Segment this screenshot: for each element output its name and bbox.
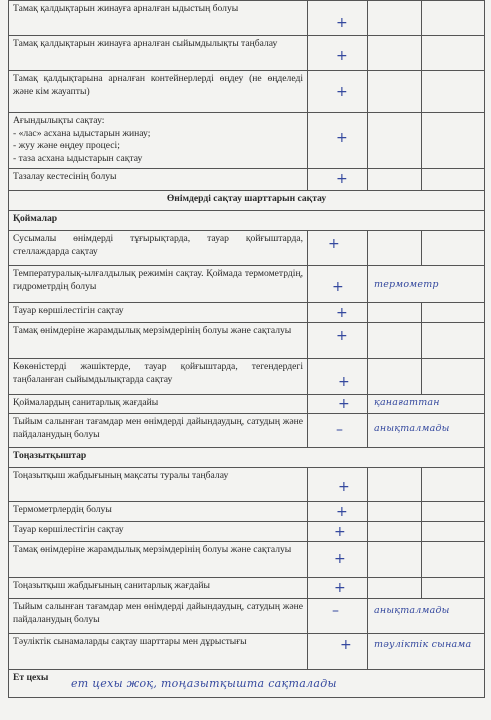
note-cell	[368, 414, 485, 448]
criterion-text: Тамақ өнімдеріне жарамдылық мерзімдерінің болуы және сақталуы	[9, 542, 308, 578]
check-mark: +	[336, 504, 348, 520]
empty-cell	[422, 522, 485, 542]
criterion-line: - «лас» асхана ыдыстарын жинау;	[13, 127, 151, 139]
note-cell	[368, 395, 485, 414]
table-row	[9, 395, 485, 414]
mark-cell	[308, 414, 368, 448]
empty-cell	[422, 502, 485, 522]
final-handwritten-note: ет цехы жоқ, тоңазытқышта сақталады	[71, 677, 337, 690]
mark-cell	[308, 634, 368, 670]
criterion-line: - жуу және өңдеу процесі;	[13, 140, 120, 151]
mark-cell	[308, 468, 368, 502]
check-mark: +	[328, 236, 340, 252]
table-row	[9, 231, 485, 266]
empty-cell	[368, 113, 422, 169]
handwritten-note: анықталмады	[374, 423, 450, 434]
table-row	[9, 522, 485, 542]
mark-cell	[308, 359, 368, 395]
mark-cell	[308, 599, 368, 634]
empty-cell	[422, 71, 485, 113]
empty-cell	[368, 169, 422, 191]
mark-cell	[308, 169, 368, 191]
dash-mark: –	[332, 603, 339, 619]
criterion-text: Тамақ қалдықтарын жинауға арналған ыдыстың болуы	[9, 1, 308, 36]
empty-cell	[368, 522, 422, 542]
empty-cell	[422, 1, 485, 36]
empty-cell	[368, 71, 422, 113]
table-row	[9, 303, 485, 323]
note-cell	[368, 266, 485, 303]
criterion-text: Тауар көршілестігін сақтау	[9, 303, 308, 323]
table-row	[9, 71, 485, 113]
check-mark: +	[334, 524, 346, 540]
check-mark: +	[338, 396, 350, 412]
empty-cell	[422, 323, 485, 359]
table-row	[9, 266, 485, 303]
table-row	[9, 359, 485, 395]
empty-cell	[422, 359, 485, 395]
handwritten-note: анықталмады	[374, 605, 450, 616]
note-cell	[368, 599, 485, 634]
criterion-text: Термометрлердің болуы	[9, 502, 308, 522]
table-row	[9, 323, 485, 359]
check-mark: +	[338, 374, 350, 390]
empty-cell	[368, 468, 422, 502]
mark-cell	[308, 522, 368, 542]
handwritten-note: тәуліктік сынама	[374, 639, 472, 650]
section-row	[9, 191, 485, 211]
empty-cell	[422, 169, 485, 191]
check-mark: +	[336, 48, 348, 64]
empty-cell	[422, 36, 485, 71]
check-mark: +	[332, 279, 344, 295]
criterion-text: Тамақ қалдықтарын жинауға арналған сыйымдылықты таңбалау	[9, 36, 308, 71]
empty-cell	[422, 303, 485, 323]
mark-cell	[308, 502, 368, 522]
empty-cell	[368, 578, 422, 599]
mark-cell	[308, 395, 368, 414]
check-mark: +	[338, 479, 350, 495]
criterion-text: Тоңазытқыш жабдығының мақсаты туралы таңбалау	[9, 468, 308, 502]
check-mark: +	[336, 130, 348, 146]
empty-cell	[368, 36, 422, 71]
criterion-line: - таза асхана ыдыстарын сақтау	[13, 152, 143, 164]
table-row	[9, 502, 485, 522]
criterion-text: Тоңазытқыш жабдығының санитарлық жағдайы	[9, 578, 308, 599]
mark-cell	[308, 1, 368, 36]
check-mark: +	[334, 580, 346, 596]
mark-cell	[308, 36, 368, 71]
empty-cell	[422, 468, 485, 502]
note-cell	[368, 634, 485, 670]
mark-cell	[308, 266, 368, 303]
criterion-line: Ағындылықты сақтау:	[13, 115, 105, 126]
dash-mark: –	[336, 422, 343, 438]
criterion-text: Тазалау кестесінің болуы	[9, 169, 308, 191]
checklist-table	[8, 0, 485, 698]
mark-cell	[308, 113, 368, 169]
table-row	[9, 414, 485, 448]
table-row	[9, 169, 485, 191]
check-mark: +	[336, 15, 348, 31]
table-row	[9, 1, 485, 36]
criterion-text: Сусымалы өнімдерді тұғырықтарда, тауар қойғыштарда, стеллаждарда сақтау	[9, 231, 308, 266]
empty-cell	[422, 542, 485, 578]
subsection-row	[9, 448, 485, 468]
section-title: Өнімдерді сақтау шарттарын сақтау	[9, 191, 485, 211]
table-row	[9, 599, 485, 634]
criterion-text: Тәуліктік сынамаларды сақтау шарттары мен дұрыстығы	[9, 634, 308, 670]
subsection-title-fridges: Тоңазытқыштар	[9, 448, 485, 468]
empty-cell	[368, 502, 422, 522]
check-mark: +	[336, 328, 348, 344]
empty-cell	[368, 303, 422, 323]
criterion-text: Көкөністерді жәшіктерде, тауар қойғыштарда, тегендердегі таңбаланған сыйымдылықтарда сақтау	[9, 359, 308, 395]
criterion-text	[9, 113, 308, 169]
criterion-text: Тыйым салынған тағамдар мен өнімдерді дайындаудың, сатудың және пайдаланудың болуы	[9, 599, 308, 634]
table-row	[9, 634, 485, 670]
check-mark: +	[336, 305, 348, 321]
check-mark: +	[340, 637, 352, 653]
handwritten-note: термометр	[374, 279, 439, 290]
empty-cell	[368, 542, 422, 578]
criterion-text: Қоймалардың санитарлық жағдайы	[9, 395, 308, 414]
empty-cell	[422, 231, 485, 266]
subsection-row	[9, 211, 485, 231]
check-mark: +	[334, 551, 346, 567]
final-row-label: Ет цехы	[9, 670, 485, 698]
table-row	[9, 113, 485, 169]
empty-cell	[368, 231, 422, 266]
empty-cell	[422, 113, 485, 169]
empty-cell	[368, 1, 422, 36]
table-row	[9, 468, 485, 502]
check-mark: +	[336, 84, 348, 100]
table-row	[9, 542, 485, 578]
criterion-text: Тыйым салынған тағамдар мен өнімдерді дайындаудың, сатудың және пайдаланудың болуы	[9, 414, 308, 448]
mark-cell	[308, 323, 368, 359]
criterion-text: Тамақ қалдықтарына арналған контейнерлерді өңдеу (не өңделеді және кім жауапты)	[9, 71, 308, 113]
mark-cell	[308, 303, 368, 323]
table-row	[9, 578, 485, 599]
empty-cell	[422, 578, 485, 599]
empty-cell	[368, 323, 422, 359]
mark-cell	[308, 231, 368, 266]
subsection-title-storage: Қоймалар	[9, 211, 485, 231]
handwritten-note: қанағаттан	[374, 397, 440, 408]
check-mark: +	[336, 171, 348, 187]
mark-cell	[308, 542, 368, 578]
mark-cell	[308, 578, 368, 599]
criterion-text: Температуралық-ылғалдылық режимін сақтау. Қоймада термометрдің, гидрометрдің болуы	[9, 266, 308, 303]
criterion-text: Тауар көршілестігін сақтау	[9, 522, 308, 542]
table-row	[9, 36, 485, 71]
criterion-text: Тамақ өнімдеріне жарамдылық мерзімдерінің болуы және сақталуы	[9, 323, 308, 359]
empty-cell	[368, 359, 422, 395]
mark-cell	[308, 71, 368, 113]
